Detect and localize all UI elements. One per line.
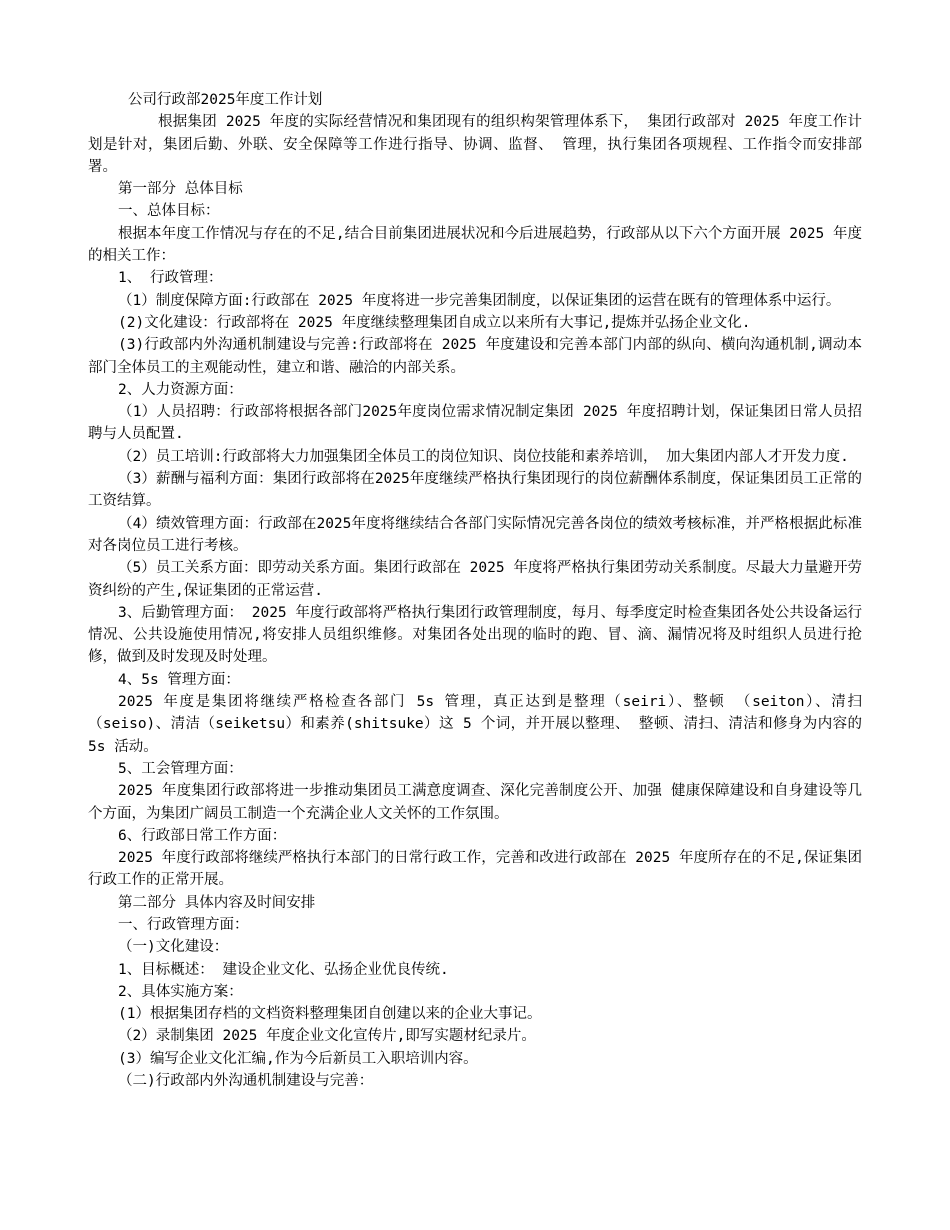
paragraph: 一、行政管理方面： [118,916,249,933]
paragraph: 第一部分 总体目标 [118,181,243,198]
paragraph: （3）薪酬与福利方面：集团行政部将在2025年度继续严格执行集团现行的岗位薪酬体系制度，保证集团员工正常的工资结算。 [88,471,862,510]
paragraph: 5、工会管理方面： [118,760,243,777]
paragraph: 2、人力资源方面： [118,381,243,398]
paragraph: (3）编写企业文化汇编,作为今后新员工入职培训内容。 [118,1050,478,1067]
paragraph: 1、 行政管理： [118,270,223,287]
paragraph: （一)文化建设： [118,939,229,956]
paragraph: （2）员工培训:行政部将大力加强集团全体员工的岗位知识、岗位技能和素养培训， 加大集团内部人才开发力度. [118,448,849,465]
paragraph: 6、行政部日常工作方面： [118,827,287,844]
paragraph: 第二部分 具体内容及时间安排 [118,894,316,911]
paragraph: （1）制度保障方面:行政部在 2025 年度将进一步完善集团制度，以保证集团的运营在既有的管理体系中运行。 [118,292,841,309]
paragraph: 1、目标概述： 建设企业文化、弘扬企业优良传统. [118,961,449,978]
paragraph: 2025 年度是集团将继续严格检查各部门 5s 管理，真正达到是整理（seiri）、整顿 （seiton）、清扫（seiso)、清洁（seiketsu）和素养(shitsuke）这 5 个词，并开展以整理、 整顿、清扫、清洁和修身为内容的 5s 活动。 [88,694,862,755]
document-body [88,111,862,1092]
paragraph: （二)行政部内外沟通机制建设与完善： [118,1073,374,1090]
paragraph: (2)文化建设：行政部将在 2025 年度继续整理集团自成立以来所有大事记,提炼并弘扬企业文化. [118,314,751,331]
paragraph: （2）录制集团 2025 年度企业文化宣传片,即写实题材纪录片。 [118,1028,536,1045]
paragraph: 一、总体目标： [118,203,220,220]
paragraph: （1）人员招聘：行政部将根据各部门2025年度岗位需求情况制定集团 2025 年度招聘计划，保证集团日常人员招聘与人员配置. [88,404,862,443]
paragraph: （4）绩效管理方面：行政部在2025年度将继续结合各部门实际情况完善各岗位的绩效考核标准，并严格根据此标准对各岗位员工进行考核。 [88,515,862,554]
paragraph: 2025 年度集团行政部将进一步推动集团员工满意度调查、深化完善制度公开、加强 健康保障建设和自身建设等几个方面，为集团广阔员工制造一个充满企业人文关怀的工作氛围。 [88,783,862,822]
paragraph: (1）根据集团存档的文档资料整理集团自创建以来的企业大事记。 [118,1006,542,1023]
paragraph: 根据本年度工作情况与存在的不足,结合目前集团进展状况和今后进展趋势，行政部从以下六个方面开展 2025 年度的相关工作： [88,225,862,265]
paragraph: （5）员工关系方面：即劳动关系方面。集团行政部在 2025 年度将严格执行集团劳动关系制度。尽最大力量避开劳资纠纷的产生,保证集团的正常运营. [88,560,862,599]
document-title: 公司行政部2025年度工作计划 [128,92,323,108]
paragraph: (3)行政部内外沟通机制建设与完善:行政部将在 2025 年度建设和完善本部门内部的纵向、横向沟通机制,调动本部门全体员工的主观能动性，建立和谐、融洽的内部关系。 [88,337,862,376]
paragraph: 2025 年度行政部将继续严格执行本部门的日常行政工作，完善和改进行政部在 2025 年度所存在的不足,保证集团行政工作的正常开展。 [88,850,862,889]
paragraph: 2、具体实施方案： [118,983,243,1000]
paragraph: 3、后勤管理方面： 2025 年度行政部将严格执行集团行政管理制度，每月、每季度定时检查集团各处公共设备运行情况、公共设施使用情况,将安排人员组织维修。对集团各处出现的临时的跑、冒、滴、漏情况将及时组织人员进行抢修，做到及时发现及时处理。 [88,604,862,666]
paragraph: 根据集团 2025 年度的实际经营情况和集团现有的组织构架管理体系下， 集团行政部对 2025 年度工作计划是针对，集团后勤、外联、安全保障等工作进行指导、协调、监督、 管理，执行集团各项规程、工作指令而安排部署。 [88,114,862,175]
paragraph: 4、5s 管理方面： [118,671,240,688]
